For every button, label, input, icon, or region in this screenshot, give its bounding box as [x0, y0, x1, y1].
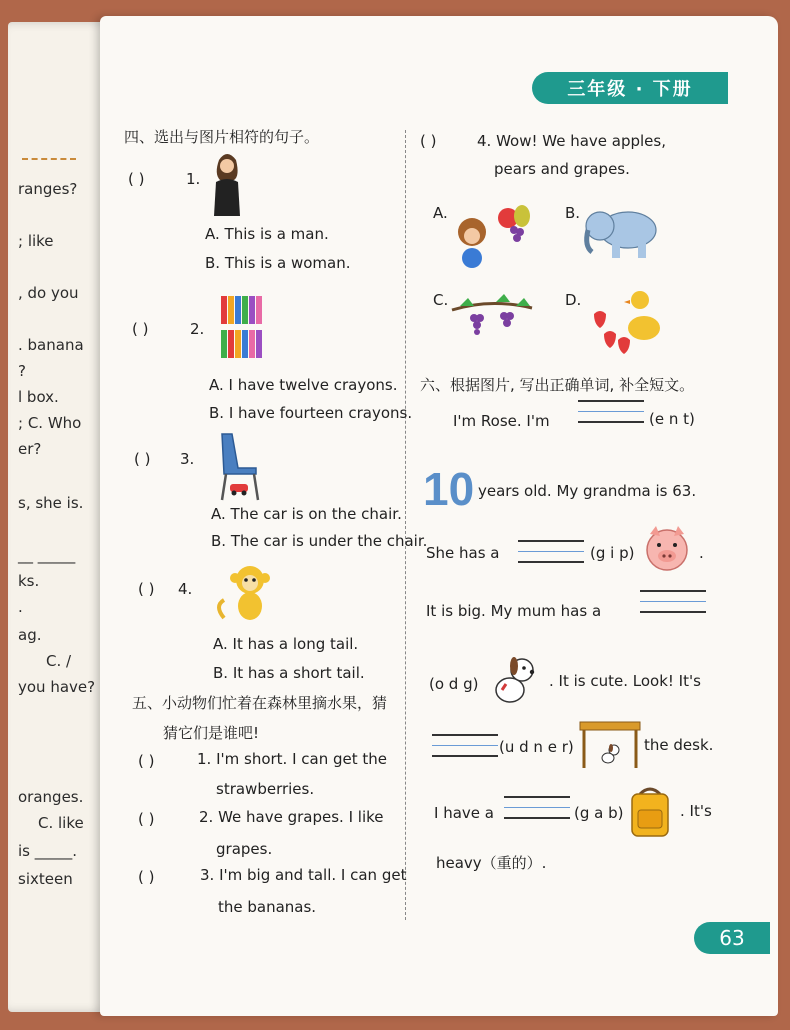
schoolbag-icon	[626, 784, 674, 838]
answer-paren[interactable]: ( )	[138, 868, 155, 886]
option-label: D.	[565, 291, 582, 309]
option-a: A. It has a long tail.	[213, 635, 359, 653]
letter-hint: (u d n e r)	[499, 738, 574, 756]
monkey-fruit-icon	[450, 196, 534, 270]
left-fragment: l box.	[18, 388, 59, 406]
left-fragment: ag.	[18, 626, 42, 644]
passage-text: years old. My grandma is 63.	[478, 482, 697, 500]
option-label: C.	[433, 291, 449, 309]
left-fragment: ks.	[18, 572, 40, 590]
left-fragment: C. like	[38, 814, 84, 832]
punctuation: .	[699, 544, 704, 562]
left-fragment: ; like	[18, 232, 54, 250]
chair-car-icon	[216, 432, 260, 502]
left-fragment: __ _____	[18, 546, 76, 564]
elephant-icon	[582, 206, 666, 260]
guess-item: 3. I'm big and tall. I can get	[200, 866, 407, 884]
answer-blank[interactable]	[432, 734, 498, 766]
grade-header: 三年级 · 下册	[532, 72, 728, 104]
option-a: A. This is a man.	[205, 225, 329, 243]
left-fragment: sixteen	[18, 870, 73, 888]
question-number: 1.	[186, 170, 201, 188]
guess-item: 2. We have grapes. I like	[199, 808, 384, 826]
left-page-edge	[8, 22, 112, 1012]
passage-text: the desk.	[644, 736, 714, 754]
left-fragment: ranges?	[18, 180, 78, 198]
number-ten: 10	[423, 463, 475, 515]
guess-item-cont: the bananas.	[218, 898, 317, 916]
dog-icon	[488, 654, 538, 706]
question-number: 3.	[180, 450, 195, 468]
guess-item-cont: grapes.	[216, 840, 273, 858]
option-b: B. This is a woman.	[205, 254, 351, 272]
passage-text: . It's	[680, 802, 712, 820]
left-fragment: er?	[18, 440, 42, 458]
left-fragment: is _____.	[18, 842, 78, 860]
monkey-icon	[214, 562, 276, 626]
guess-item: 1. I'm short. I can get the	[197, 750, 388, 768]
answer-paren[interactable]: ( )	[138, 580, 155, 598]
option-b: B. I have fourteen crayons.	[209, 404, 413, 422]
section6-title: 六、根据图片, 写出正确单词, 补全短文。	[420, 376, 695, 394]
answer-blank[interactable]	[578, 400, 644, 432]
dashed-divider	[22, 158, 76, 160]
option-b: B. The car is under the chair.	[211, 532, 428, 550]
section5-title: 五、小动物们忙着在森林里摘水果，猜	[132, 694, 388, 712]
answer-blank[interactable]	[504, 796, 570, 828]
option-label: A.	[433, 204, 448, 222]
answer-blank[interactable]	[640, 590, 706, 622]
crayons-icon	[220, 292, 264, 362]
answer-paren[interactable]: ( )	[128, 170, 145, 188]
left-fragment: . banana	[18, 336, 84, 354]
question-number: 2.	[190, 320, 205, 338]
letter-hint: (o d g)	[429, 675, 479, 693]
question-text: 4. Wow! We have apples,	[477, 132, 666, 150]
left-fragment: C. /	[46, 652, 72, 670]
duck-strawberry-icon	[588, 284, 668, 356]
passage-text: She has a	[426, 544, 500, 562]
letter-hint: (g a b)	[574, 804, 624, 822]
answer-paren[interactable]: ( )	[132, 320, 149, 338]
answer-paren[interactable]: ( )	[138, 810, 155, 828]
left-fragment: , do you	[18, 284, 79, 302]
left-fragment: you have?	[18, 678, 96, 696]
passage-text: I have a	[434, 804, 494, 822]
column-divider	[405, 130, 406, 920]
passage-text: I'm Rose. I'm	[453, 412, 550, 430]
option-b: B. It has a short tail.	[213, 664, 365, 682]
guess-item-cont: strawberries.	[216, 780, 315, 798]
answer-paren[interactable]: ( )	[134, 450, 151, 468]
option-a: A. The car is on the chair.	[211, 505, 402, 523]
option-a: A. I have twelve crayons.	[209, 376, 398, 394]
left-fragment: s, she is.	[18, 494, 84, 512]
answer-blank[interactable]	[518, 540, 584, 572]
left-fragment: .	[18, 598, 23, 616]
left-fragment: oranges.	[18, 788, 84, 806]
letter-hint: (e n t)	[649, 410, 695, 428]
answer-paren[interactable]: ( )	[420, 132, 437, 150]
woman-icon	[210, 150, 244, 218]
left-fragment: ; C. Who	[18, 414, 82, 432]
letter-hint: (g i p)	[590, 544, 635, 562]
answer-paren[interactable]: ( )	[138, 752, 155, 770]
passage-text: It is big. My mum has a	[426, 602, 602, 620]
section5-title-cont: 猜它们是谁吧!	[163, 724, 260, 742]
desk-dog-icon	[578, 720, 642, 770]
page-number: 63	[694, 922, 770, 954]
passage-text: . It is cute. Look! It's	[549, 672, 701, 690]
grapevine-icon	[450, 294, 534, 342]
option-label: B.	[565, 204, 581, 222]
question-text-cont: pears and grapes.	[494, 160, 630, 178]
passage-text: heavy（重的）.	[436, 854, 547, 872]
question-number: 4.	[178, 580, 193, 598]
pig-icon	[640, 524, 694, 576]
section4-title: 四、选出与图片相符的句子。	[124, 128, 320, 146]
left-fragment: ?	[18, 362, 26, 380]
